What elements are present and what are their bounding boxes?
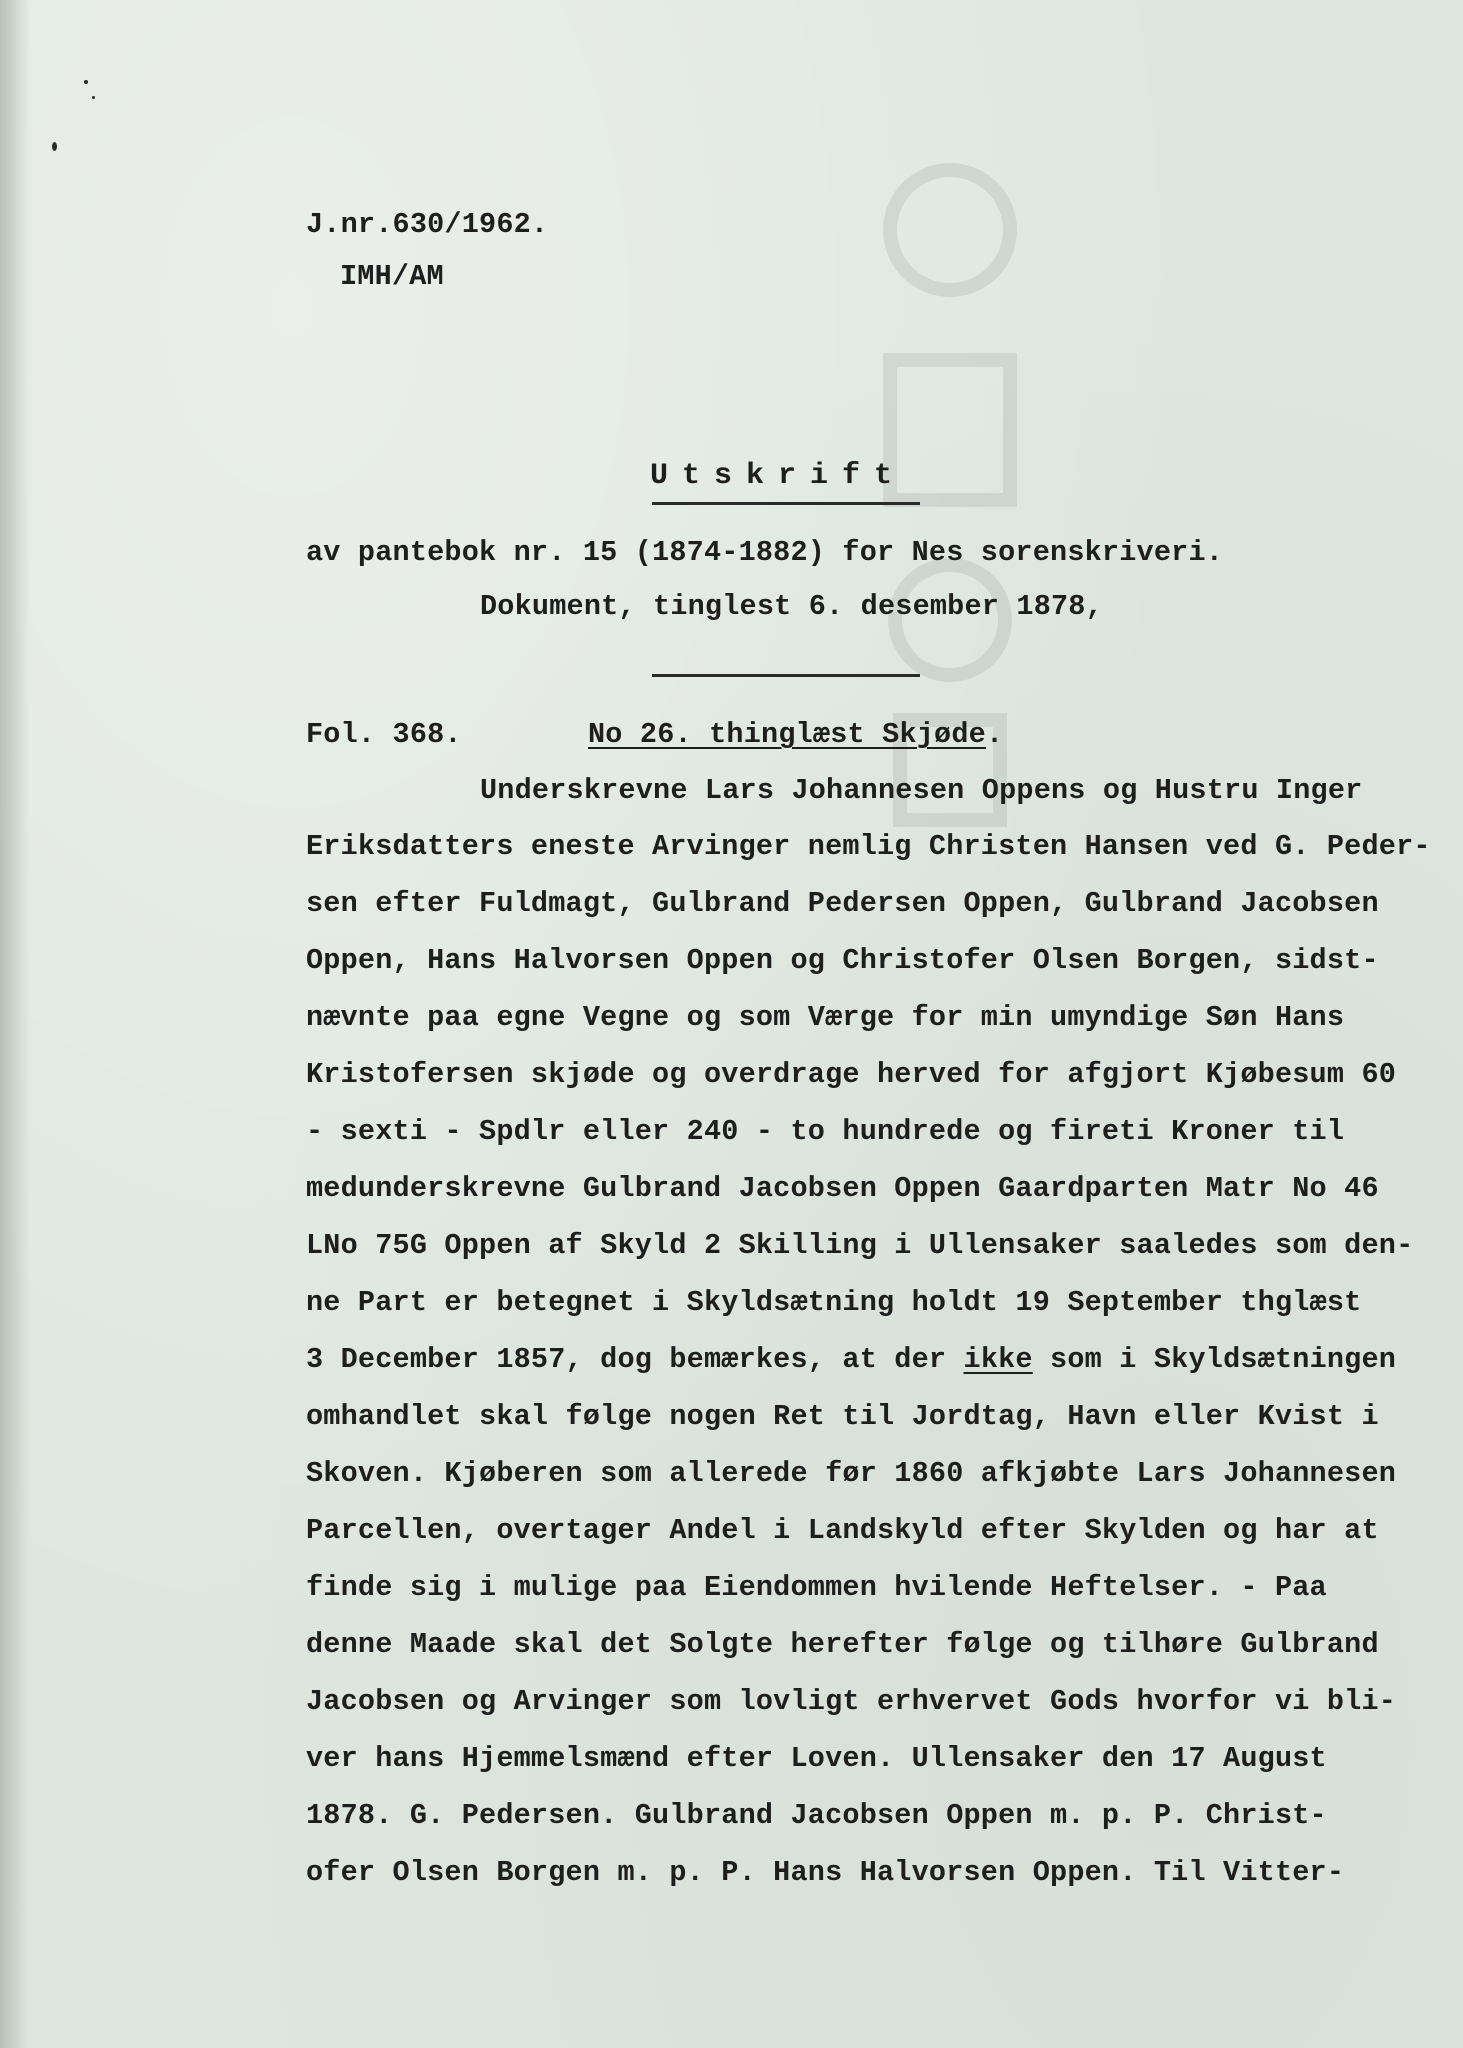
body-line: Underskrevne Lars Johannesen Oppens og Hustru Inger bbox=[480, 774, 1363, 807]
body-line: medunderskrevne Gulbrand Jacobsen Oppen Gaardparten Matr No 46 bbox=[306, 1172, 1379, 1205]
body-line: denne Maade skal det Solgte herefter følge og tilhøre Gulbrand bbox=[306, 1628, 1379, 1661]
body-line: Kristofersen skjøde og overdrage herved for afgjort Kjøbesum 60 bbox=[306, 1058, 1397, 1091]
body-line bbox=[306, 1343, 1396, 1377]
body-line: LNo 75G Oppen af Skyld 2 Skilling i Ullensaker saaledes som den- bbox=[306, 1229, 1414, 1262]
section-divider bbox=[652, 674, 920, 677]
body-line: finde sig i mulige paa Eiendommen hvilende Heftelser. - Paa bbox=[306, 1571, 1327, 1604]
body-text: som i Skyldsætningen bbox=[1032, 1343, 1397, 1376]
ink-speck bbox=[92, 96, 95, 99]
scan-shadow bbox=[0, 0, 30, 2048]
body-line: ne Part er betegnet i Skyldsætning holdt 19 September thglæst bbox=[306, 1286, 1362, 1319]
journal-number: J.nr.630/1962. bbox=[306, 208, 549, 241]
body-line: - sexti - Spdlr eller 240 - to hundrede og fireti Kroner til bbox=[306, 1115, 1345, 1148]
subtitle-line-2: Dokument, tinglest 6. desember 1878, bbox=[480, 590, 1103, 623]
body-line: nævnte paa egne Vegne og som Værge for min umyndige Søn Hans bbox=[306, 1001, 1345, 1034]
entry-heading bbox=[588, 718, 1003, 752]
body-line: Jacobsen og Arvinger som lovligt erhvervet Gods hvorfor vi bli- bbox=[306, 1685, 1397, 1718]
document-title: Utskrift bbox=[650, 459, 907, 493]
body-line: Parcellen, overtager Andel i Landskyld efter Skylden og har at bbox=[306, 1514, 1379, 1547]
ink-speck bbox=[52, 142, 57, 151]
entry-heading-text: No 26. thinglæst Skjøde bbox=[588, 718, 986, 751]
folio-number: Fol. 368. bbox=[306, 718, 462, 751]
body-line: Oppen, Hans Halvorsen Oppen og Christofer Olsen Borgen, sidst- bbox=[306, 944, 1379, 977]
body-line: omhandlet skal følge nogen Ret til Jordtag, Havn eller Kvist i bbox=[306, 1400, 1379, 1433]
subtitle-line-1: av pantebok nr. 15 (1874-1882) for Nes sorenskriveri. bbox=[306, 536, 1224, 569]
body-line: sen efter Fuldmagt, Gulbrand Pedersen Oppen, Gulbrand Jacobsen bbox=[306, 887, 1379, 920]
title-underline bbox=[652, 502, 920, 505]
entry-heading-period: . bbox=[985, 718, 1004, 751]
ink-speck bbox=[84, 80, 88, 84]
body-line: Eriksdatters eneste Arvinger nemlig Christen Hansen ved G. Peder- bbox=[306, 830, 1431, 863]
body-text: 3 December 1857, dog bemærkes, at der bbox=[306, 1343, 964, 1376]
body-line: 1878. G. Pedersen. Gulbrand Jacobsen Oppen m. p. P. Christ- bbox=[306, 1799, 1327, 1832]
body-line: ver hans Hjemmelsmænd efter Loven. Ullensaker den 17 August bbox=[306, 1742, 1327, 1775]
body-line: Skoven. Kjøberen som allerede før 1860 afkjøbte Lars Johannesen bbox=[306, 1457, 1397, 1490]
body-line: ofer Olsen Borgen m. p. P. Hans Halvorsen Oppen. Til Vitter- bbox=[306, 1856, 1345, 1889]
initials: IMH/AM bbox=[340, 260, 444, 293]
emphasized-word: ikke bbox=[963, 1343, 1033, 1376]
